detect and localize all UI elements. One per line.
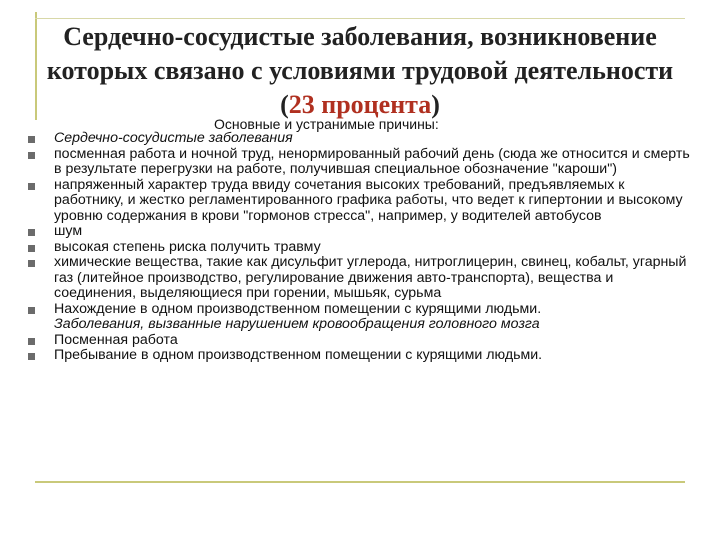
decorative-bottom-line [35,481,685,483]
list-item [28,333,698,349]
list-item-text: шум [54,223,83,239]
list-item-text: Нахождение в одном производственном помещении с курящими людьми. [54,300,542,317]
list-item-text: высокая степень риска получить травму [54,238,321,255]
list-item [28,224,698,240]
list-item-text: Посменная работа [54,331,178,348]
list-item [28,302,698,333]
list-item-text: посменная работа и ночной труд, ненормированный рабочий день (сюда же относится и смерть в результате перегрузки на работе, получившая специальное обозначение "кароши") [54,145,690,177]
list-item [28,255,698,302]
square-bullet-icon [28,338,35,345]
square-bullet-icon [28,307,35,314]
list-item [28,240,698,256]
list-item [28,147,698,178]
list-item [28,131,698,147]
list-item-text: Сердечно-сосудистые заболевания [54,130,293,146]
square-bullet-icon [28,183,35,190]
list-item [28,348,698,364]
square-bullet-icon [28,245,35,252]
slide-title: Сердечно-сосудистые заболевания, возникновение которых связано с условиями трудовой деятельности (23 процента) [46,22,674,119]
decorative-vertical-line [35,12,37,120]
causes-list [28,131,698,364]
list-item [28,178,698,225]
list-item-text: напряженный характер труда ввиду сочетания высоких требований, предъявляемых к работнику, и жестко регламентированного графика работы, что ведет к гипертонии и высокому уровню содержания в крови "гормонов стресса", например, у водителей автобусов [54,176,683,224]
list-item-text: химические вещества, такие как дисульфит углерода, нитроглицерин, свинец, кобальт, угарный газ (литейное производство, регулирование движения авто-транспорта), вещества и соединения, выделяющиеся при горении, мышьяк, сурьма [54,254,687,301]
square-bullet-icon [28,260,35,267]
square-bullet-icon [28,136,35,143]
square-bullet-icon [28,353,35,360]
square-bullet-icon [28,229,35,236]
list-item-text: Пребывание в одном производственном помещении с курящими людьми. [54,347,543,363]
subtitle: Основные и устранимые причины: [214,116,439,132]
decorative-top-line [35,18,685,19]
square-bullet-icon [28,152,35,159]
list-item-italic-note: Заболевания, вызванные нарушением кровообращения головного мозга [54,316,540,332]
